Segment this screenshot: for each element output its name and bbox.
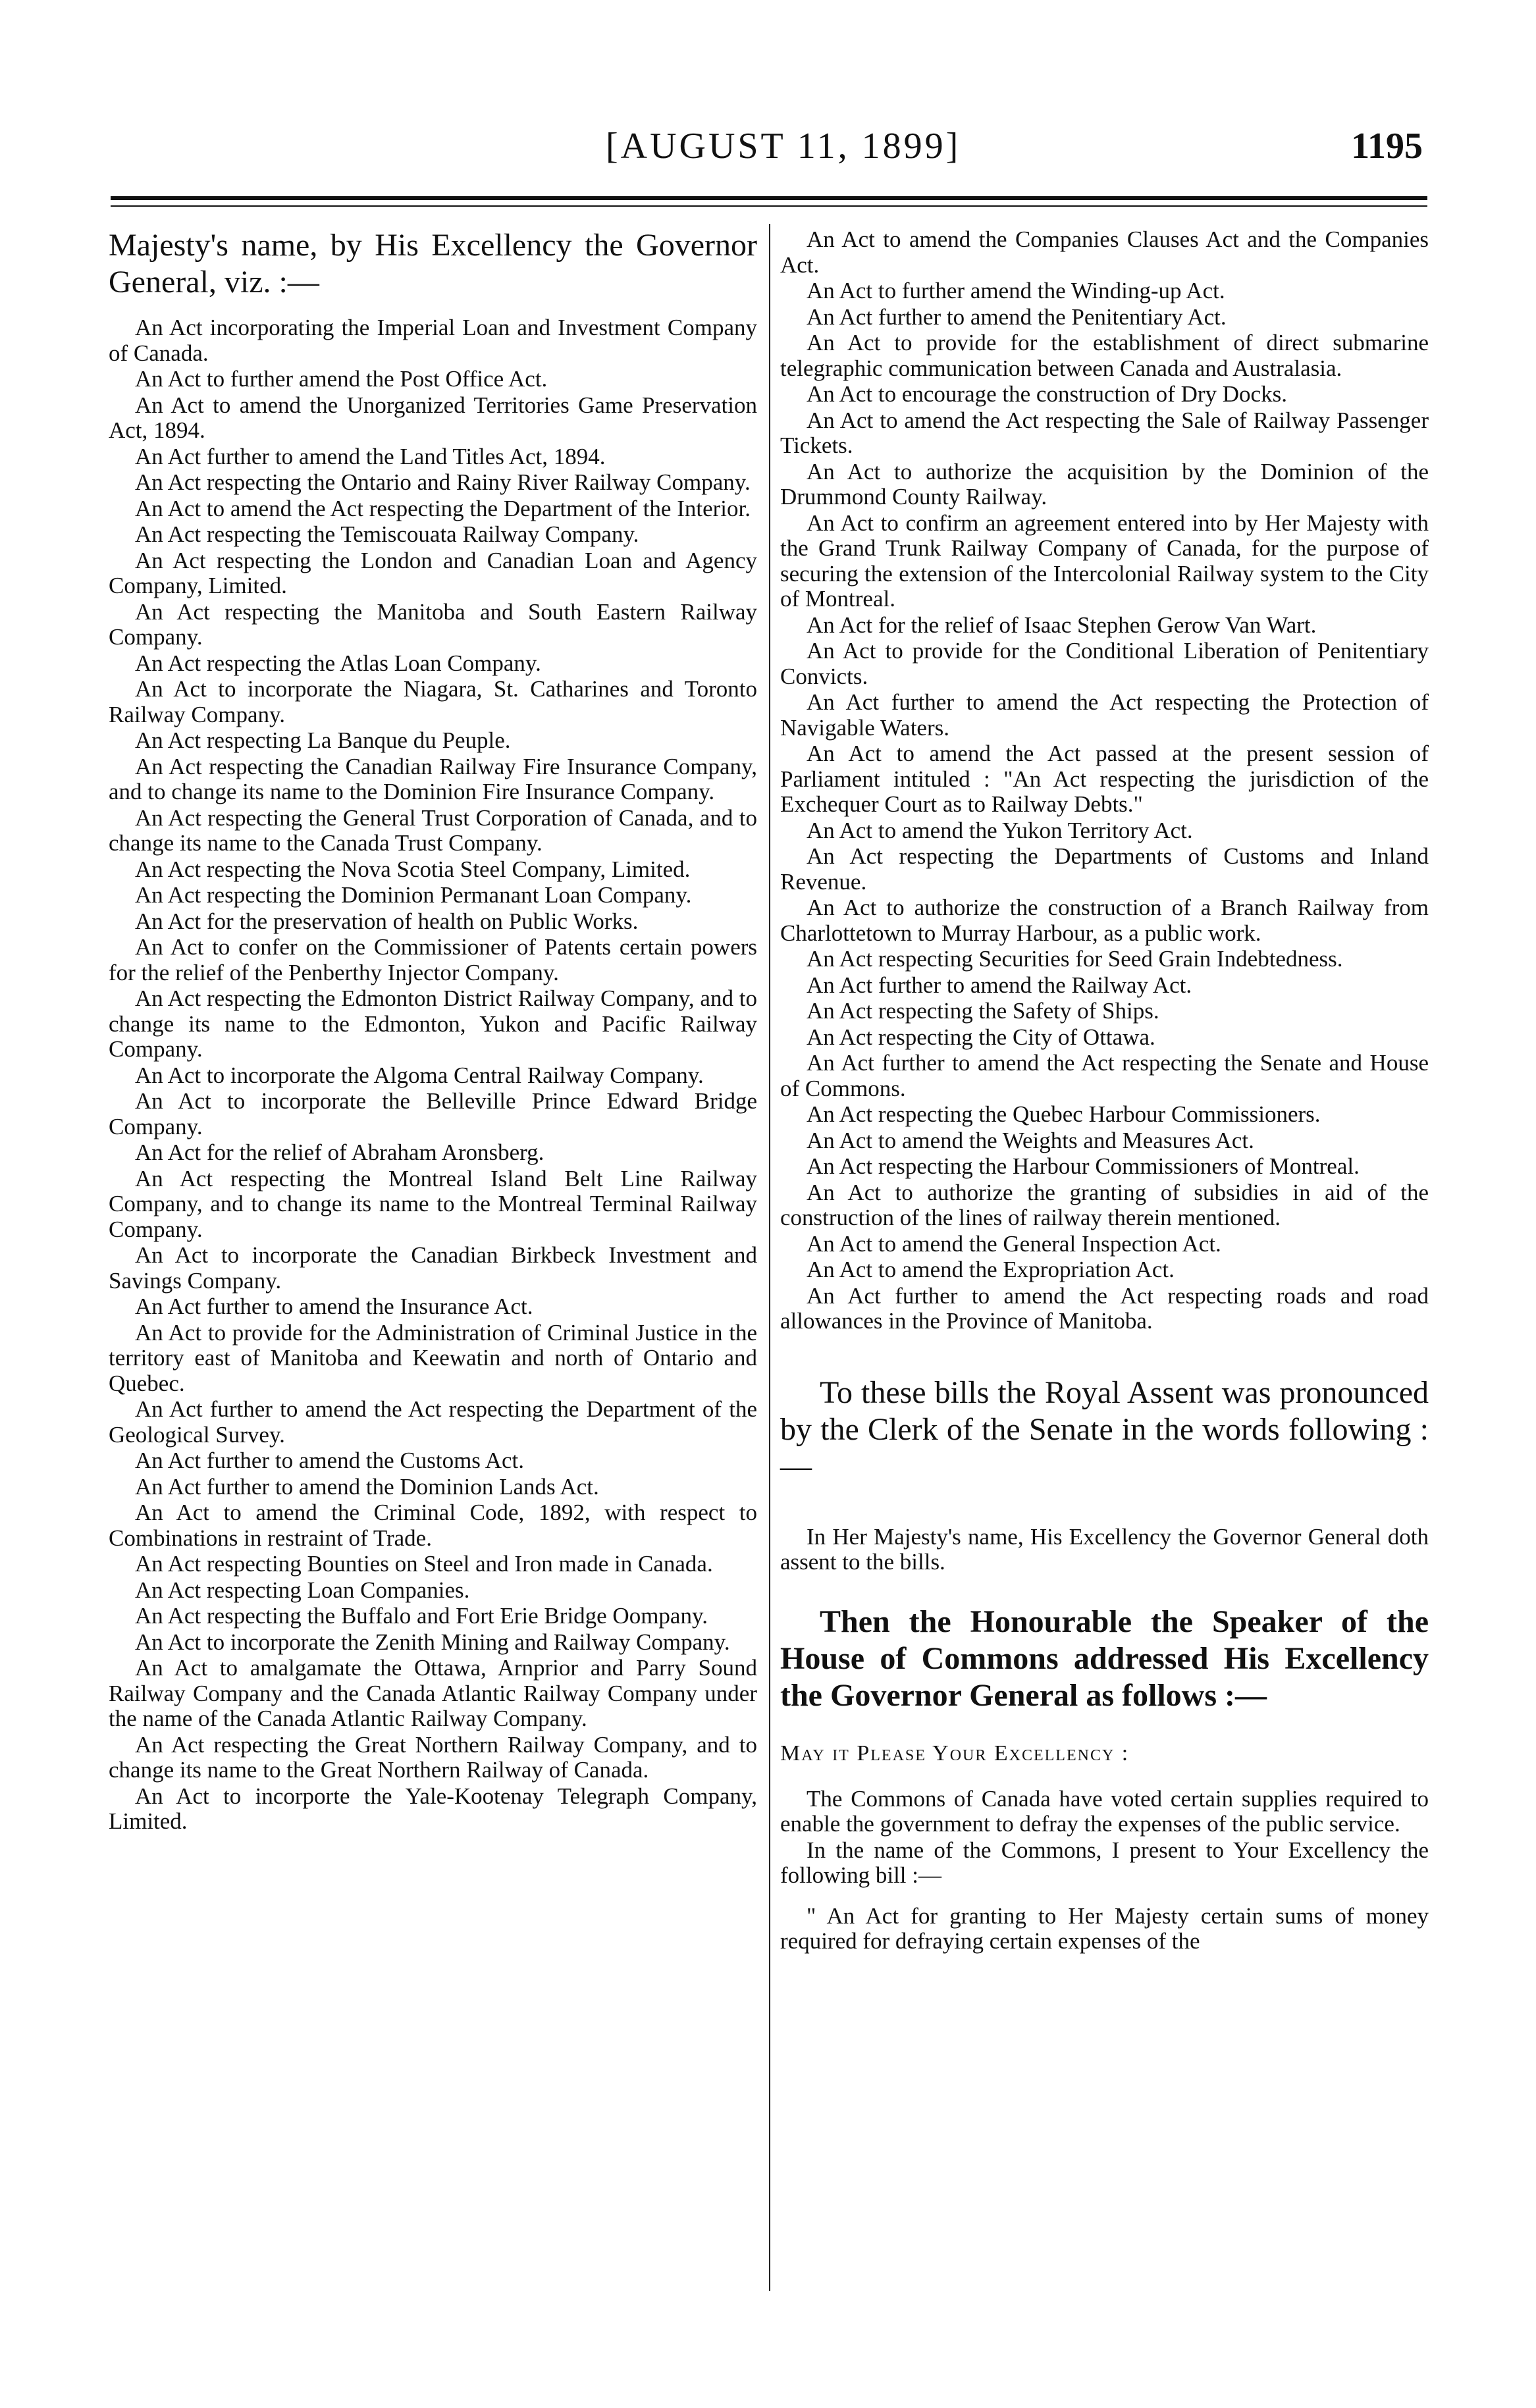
act-entry: An Act to encourage the construction of Dry Docks. [807, 381, 1287, 407]
right-column [780, 227, 1429, 1955]
act-entry: An Act respecting the Safety of Ships. [807, 998, 1159, 1024]
act-entry: An Act to amend the Criminal Code, 1892, with respect to Combinations in restraint of Trade. [109, 1500, 757, 1551]
page-header [0, 125, 1536, 178]
act-entry: An Act to confirm an agreement entered into by Her Majesty with the Grand Trunk Railway Company of Canada, for the purpose of securing the extension of the Intercolonial Railway system to the City of Montreal. [780, 510, 1429, 612]
royal-assent-words: In Her Majesty's name, His Excellency the Governor General doth assent to the bills. [780, 1523, 1429, 1575]
header-rule-thin [111, 205, 1427, 207]
salutation-text: May it Please Your Excellency : [780, 1741, 1130, 1766]
act-entry: An Act for the relief of Abraham Aronsberg. [135, 1139, 544, 1165]
left-lead-paragraph: Majesty's name, by His Excellency the Governor General, viz. :— [109, 228, 757, 300]
act-entry: An Act for the relief of Isaac Stephen Gerow Van Wart. [807, 612, 1317, 638]
act-entry: An Act to amend the Companies Clauses Act and the Companies Act. [780, 226, 1429, 278]
act-entry: An Act to provide for the Administration of Criminal Justice in the territory east of Manitoba and Keewatin and north of Ontario and Quebec. [109, 1319, 757, 1396]
act-entry: An Act respecting the City of Ottawa. [807, 1024, 1155, 1050]
act-entry: An Act further to amend the Act respecting the Department of the Geological Survey. [109, 1396, 757, 1448]
act-entry: An Act to amalgamate the Ottawa, Arnprior and Parry Sound Railway Company and the Canada Atlantic Railway Company under the name of the Canada Atlantic Railway Company. [109, 1655, 757, 1731]
column-divider [769, 224, 770, 2291]
act-entry: An Act respecting the Ontario and Rainy River Railway Company. [135, 469, 751, 495]
act-entry: An Act to incorporate the Niagara, St. Catharines and Toronto Railway Company. [109, 676, 757, 727]
act-entry: An Act further to amend the Customs Act. [135, 1448, 525, 1473]
act-entry: An Act to authorize the acquisition by the Dominion of the Drummond County Railway. [780, 458, 1429, 510]
royal-assent-intro: To these bills the Royal Assent was pronounced by the Clerk of the Senate in the words following :— [780, 1374, 1429, 1484]
act-entry: An Act further to amend the Land Titles Act, 1894. [135, 443, 606, 469]
address-paragraph-1: The Commons of Canada have voted certain supplies required to enable the government to defray the expenses of the public service. [780, 1785, 1429, 1837]
act-entry: An Act further to amend the Act respecting roads and road allowances in the Province of Manitoba. [780, 1282, 1429, 1334]
act-entry: An Act to amend the Act respecting the Sale of Railway Passenger Tickets. [780, 407, 1429, 458]
act-entry: An Act to provide for the establishment of direct submarine telegraphic communication between Canada and Australasia. [780, 330, 1429, 381]
address-paragraph-3: " An Act for granting to Her Majesty certain sums of money required for defraying certain expenses of the [780, 1902, 1429, 1954]
act-entry: An Act respecting Securities for Seed Grain Indebtedness. [807, 946, 1343, 972]
act-entry: An Act respecting the Great Northern Railway Company, and to change its name to the Great Northern Railway of Canada. [109, 1731, 757, 1783]
act-entry: An Act to incorporate the Canadian Birkbeck Investment and Savings Company. [109, 1242, 757, 1294]
act-entry: An Act respecting the Atlas Loan Company. [135, 650, 541, 676]
act-entry: An Act respecting the Harbour Commissioners of Montreal. [807, 1153, 1360, 1179]
header-rule-thick [111, 196, 1427, 200]
header-date: [AUGUST 11, 1899] [606, 126, 961, 167]
act-entry: An Act further to amend the Act respecting the Protection of Navigable Waters. [780, 689, 1429, 741]
act-entry: An Act respecting the Departments of Customs and Inland Revenue. [780, 843, 1429, 895]
act-entry: An Act to provide for the Conditional Liberation of Penitentiary Convicts. [780, 638, 1429, 689]
act-entry: An Act respecting La Banque du Peuple. [135, 727, 511, 753]
act-entry: An Act to amend the Weights and Measures Act. [807, 1127, 1254, 1153]
left-act-list [109, 315, 757, 1835]
act-entry: An Act to amend the General Inspection Act. [807, 1230, 1221, 1257]
act-entry: An Act to amend the Act passed at the present session of Parliament intituled : "An Act respecting the jurisdiction of the Exchequer Court as to Railway Debts." [780, 741, 1429, 817]
act-entry: An Act to incorporte the Yale-Kootenay Telegraph Company, Limited. [109, 1783, 757, 1834]
act-entry: An Act respecting the Canadian Railway Fire Insurance Company, and to change its name to the Dominion Fire Insurance Company. [109, 753, 757, 804]
act-entry: An Act further to amend the Dominion Lands Act. [135, 1473, 599, 1500]
act-entry: An Act to amend the Act respecting the Department of the Interior. [135, 495, 751, 521]
act-entry: An Act to incorporate the Zenith Mining and Railway Company. [135, 1629, 730, 1655]
act-entry: An Act to authorize the granting of subsidies in aid of the construction of the lines of railway therein mentioned. [780, 1179, 1429, 1230]
act-entry: An Act respecting the Buffalo and Fort Erie Bridge Oompany. [135, 1603, 708, 1629]
act-entry: An Act further to amend the Railway Act. [807, 972, 1192, 998]
right-act-list [780, 227, 1429, 1334]
act-entry: An Act respecting Loan Companies. [135, 1577, 470, 1603]
address-paragraph-2: In the name of the Commons, I present to Your Excellency the following bill :— [780, 1837, 1429, 1888]
act-entry: An Act to amend the Yukon Territory Act. [807, 817, 1193, 843]
act-entry: An Act respecting the Quebec Harbour Commissioners. [807, 1101, 1321, 1127]
act-entry: An Act further to amend the Penitentiary Act. [807, 303, 1227, 330]
speaker-intro: Then the Honourable the Speaker of the House of Commons addressed His Excellency the Governor General as follows :— [780, 1604, 1429, 1713]
act-entry: An Act respecting the Dominion Permanant Loan Company. [135, 882, 692, 908]
act-entry: An Act respecting the Temiscouata Railway Company. [135, 521, 639, 547]
act-entry: An Act respecting Bounties on Steel and Iron made in Canada. [135, 1551, 713, 1577]
act-entry: An Act respecting the Montreal Island Belt Line Railway Company, and to change its name to the Montreal Terminal Railway Company. [109, 1165, 757, 1242]
act-entry: An Act respecting the London and Canadian Loan and Agency Company, Limited. [109, 547, 757, 598]
act-entry: An Act further to amend the Insurance Act. [135, 1294, 533, 1319]
salutation [780, 1741, 1429, 1767]
act-entry: An Act to further amend the Winding-up Act. [807, 278, 1225, 303]
act-entry: An Act respecting the General Trust Corporation of Canada, and to change its name to the Canada Trust Company. [109, 804, 757, 856]
act-entry: An Act to incorporate the Belleville Prince Edward Bridge Company. [109, 1088, 757, 1139]
left-column [109, 227, 757, 1835]
page-number: 1195 [1351, 126, 1423, 167]
act-entry: An Act to amend the Expropriation Act. [807, 1257, 1175, 1282]
act-entry: An Act to confer on the Commissioner of Patents certain powers for the relief of the Penberthy Injector Company. [109, 934, 757, 985]
act-entry: An Act to further amend the Post Office Act. [135, 366, 548, 392]
act-entry: An Act for the preservation of health on Public Works. [135, 908, 639, 934]
act-entry: An Act respecting the Manitoba and South Eastern Railway Company. [109, 598, 757, 650]
act-entry: An Act incorporating the Imperial Loan and Investment Company of Canada. [109, 315, 757, 366]
act-entry: An Act to incorporate the Algoma Central Railway Company. [135, 1062, 704, 1088]
act-entry: An Act respecting the Nova Scotia Steel Company, Limited. [135, 856, 691, 882]
act-entry: An Act further to amend the Act respecting the Senate and House of Commons. [780, 1050, 1429, 1101]
act-entry: An Act respecting the Edmonton District Railway Company, and to change its name to the Edmonton, Yukon and Pacific Railway Company. [109, 985, 757, 1062]
act-entry: An Act to amend the Unorganized Territories Game Preservation Act, 1894. [109, 392, 757, 443]
act-entry: An Act to authorize the construction of a Branch Railway from Charlottetown to Murray Harbour, as a public work. [780, 895, 1429, 946]
